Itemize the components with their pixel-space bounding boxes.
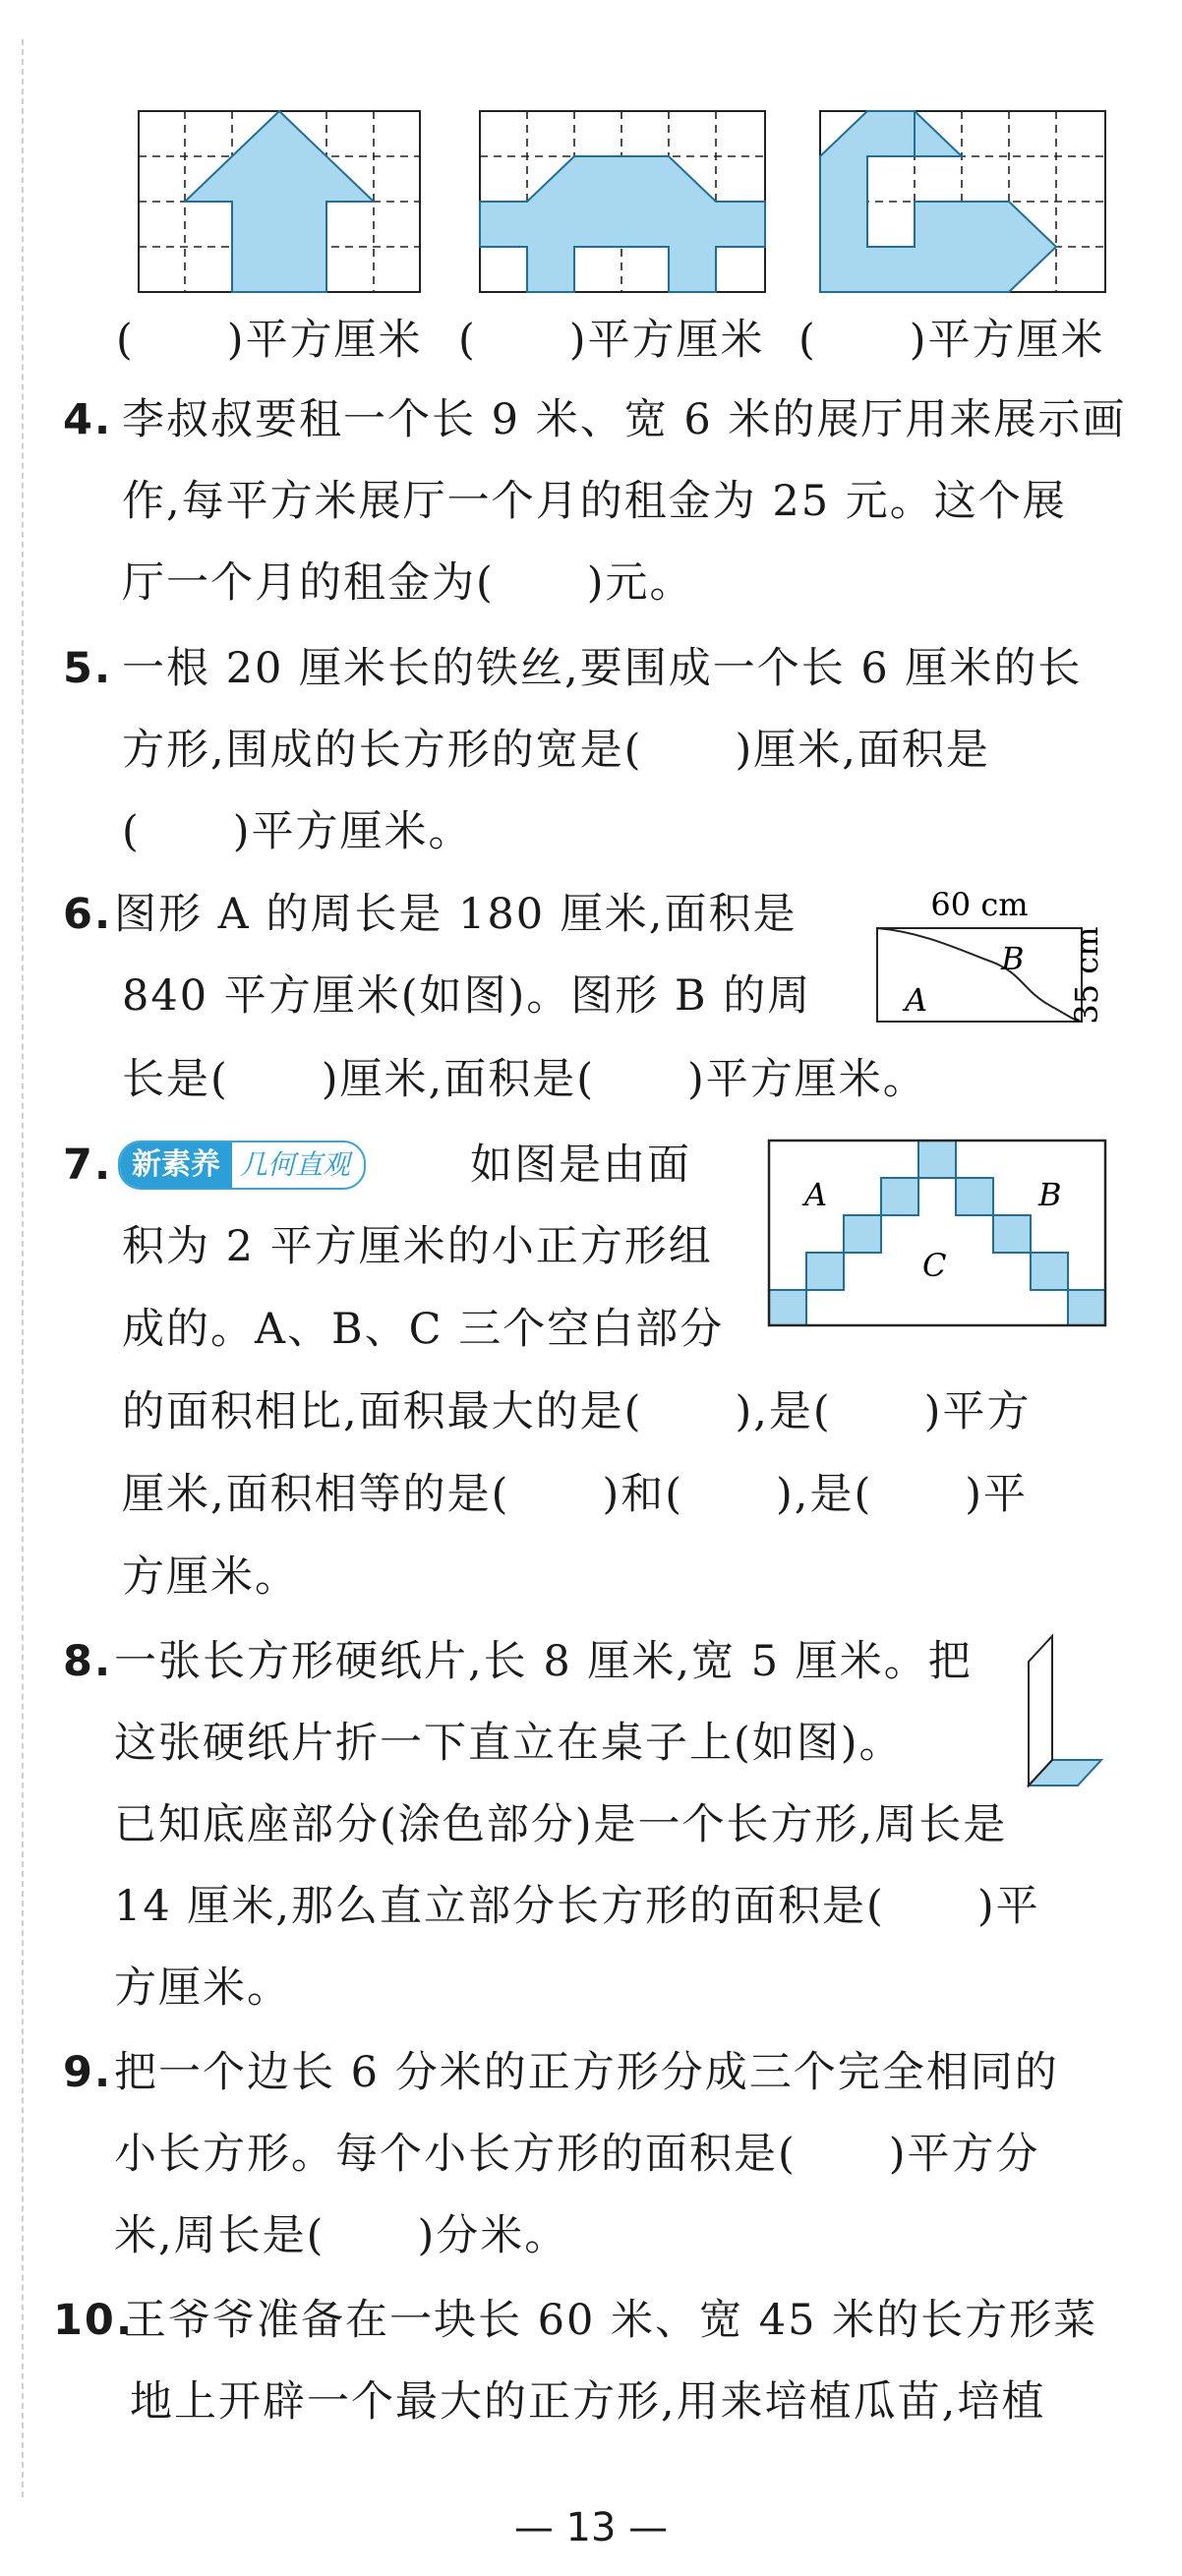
question-8-folded-card-figure [1023,1632,1111,1789]
question-6-line-3: 长是( )厘米,面积是( )平方厘米。 [122,1055,927,1104]
question-8-line-3: 已知底座部分(涂色部分)是一个长方形,周长是 [114,1800,1008,1849]
question-7-line-5: 厘米,面积相等的是( )和( ),是( )平 [122,1470,1029,1519]
question-4-line-1: 李叔叔要租一个长 9 米、宽 6 米的展厅用来展示画 [122,395,1127,444]
question-5-line-1: 一根 20 厘米长的铁丝,要围成一个长 6 厘米的长 [122,644,1083,693]
question-10-number: 10. [53,2296,135,2345]
question-7-line-1: 如图是由面 [470,1141,691,1190]
literacy-badge [118,1141,366,1190]
question-6-figure [865,881,1121,1038]
question-6-line-2: 840 平方厘米(如图)。图形 B 的周 [122,971,812,1021]
figure-3-answer-label: ( )平方厘米 [798,316,1105,365]
question-10-line-2: 地上开辟一个最大的正方形,用来培植瓜苗,培植 [130,2377,1046,2427]
question-4-number: 4. [63,395,113,444]
question-7-line-2: 积为 2 平方厘米的小正方形组 [122,1222,713,1271]
grid-figure-car [479,110,768,295]
page-margin-rule [22,39,24,2497]
question-7-figure [765,1139,1111,1327]
question-6-line-1: 图形 A 的周长是 180 厘米,面积是 [114,890,798,939]
question-8-line-4: 14 厘米,那么直立部分长方形的面积是( )平 [114,1882,1040,1931]
question-6-width-label: 60 cm [930,886,1029,923]
question-7-line-3: 成的。A、B、C 三个空白部分 [122,1305,725,1354]
badge-sub-label: 几何直观 [240,1148,351,1181]
question-8-line-1: 一张长方形硬纸片,长 8 厘米,宽 5 厘米。把 [114,1637,973,1686]
question-5-number: 5. [63,644,113,693]
question-4-line-2: 作,每平方米展厅一个月的租金为 25 元。这个展 [122,477,1067,526]
figure-1-answer-label: ( )平方厘米 [116,316,423,365]
page-number: — 13 — [513,2505,669,2550]
question-6-label-b: B [1001,940,1025,977]
question-7-number: 7. [63,1141,113,1190]
question-6-height-label: 35 cm [1068,926,1105,1025]
question-10-line-1: 王爷爷准备在一块长 60 米、宽 45 米的长方形菜 [124,2296,1098,2345]
question-7-label-b: B [1038,1176,1062,1213]
figure-2-answer-label: ( )平方厘米 [458,316,765,365]
grid-figure-arrow [138,110,423,295]
question-6-label-a: A [905,981,928,1019]
grid-figure-duck [819,110,1108,295]
question-9-line-1: 把一个边长 6 分米的正方形分成三个完全相同的 [114,2048,1059,2097]
question-5-line-3: ( )平方厘米。 [122,807,473,856]
question-5-line-2: 方形,围成的长方形的宽是( )厘米,面积是 [122,726,990,775]
question-9-line-3: 米,周长是( )分米。 [114,2211,569,2260]
question-6-number: 6. [63,890,113,939]
question-9-number: 9. [63,2048,113,2097]
question-8-line-2: 这张硬纸片折一下直立在桌子上(如图)。 [114,1719,904,1768]
question-7-label-c: C [922,1247,947,1284]
question-8-number: 8. [63,1637,113,1686]
question-7-badge [118,1141,366,1190]
question-9-line-2: 小长方形。每个小长方形的面积是( )平方分 [114,2130,1040,2179]
question-7-label-a: A [804,1176,828,1213]
question-7-line-6: 方厘米。 [122,1552,299,1602]
question-4-line-3: 厅一个月的租金为( )元。 [122,558,694,608]
badge-main-label: 新素养 [120,1142,232,1188]
question-7-line-4: 的面积相比,面积最大的是( ),是( )平方 [122,1387,1032,1436]
question-8-line-5: 方厘米。 [114,1963,291,2013]
